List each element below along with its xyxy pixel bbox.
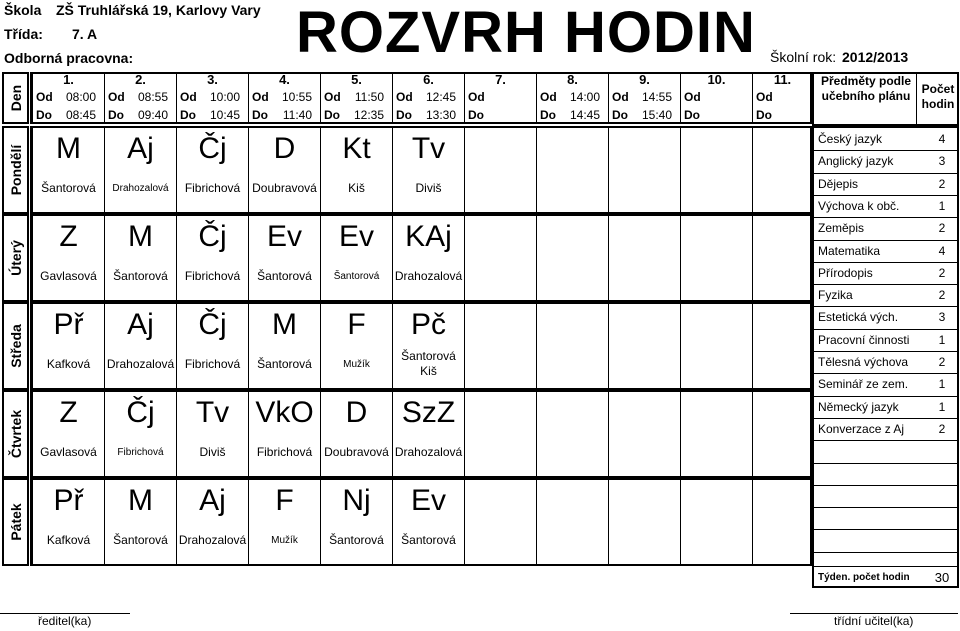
subject-hours: 2	[938, 176, 946, 191]
subject-abbr: VkO	[255, 396, 314, 429]
summary-line	[814, 284, 958, 285]
subject-abbr: Pč	[410, 308, 446, 341]
class-label: Třída:	[4, 26, 43, 42]
start-time: 11:50	[354, 90, 384, 104]
subject-abbr: Ev	[266, 220, 302, 253]
period-header-frame	[30, 72, 812, 124]
subject-abbr: M	[128, 484, 153, 517]
teacher-name: Mužík	[343, 359, 370, 370]
teacher-name: Šantorová	[329, 533, 384, 547]
summary-line	[814, 351, 958, 352]
od-label: Od	[108, 90, 125, 104]
do-label: Do	[180, 108, 196, 122]
day-cell	[2, 390, 29, 478]
teacher-name: Drahozalová	[394, 445, 463, 459]
summary-row	[814, 396, 958, 418]
od-label: Od	[756, 90, 773, 104]
od-label: Od	[684, 90, 701, 104]
do-label: Do	[324, 108, 340, 122]
subject-name: Zeměpis	[818, 221, 865, 236]
subject-name: Německý jazyk	[818, 399, 899, 414]
teacher-name: Drahozalová	[394, 269, 463, 283]
summary-row	[814, 329, 958, 351]
teacher-name: Šantorová	[401, 533, 456, 547]
end-time: 14:45	[569, 108, 600, 122]
od-label: Od	[324, 90, 341, 104]
end-time: 09:40	[137, 108, 168, 122]
day-cell	[2, 126, 29, 214]
do-label: Do	[108, 108, 124, 122]
end-time: 15:40	[641, 108, 672, 122]
start-time: 08:55	[137, 90, 168, 104]
period-number: 8.	[567, 72, 578, 87]
od-label: Od	[180, 90, 197, 104]
summary-line	[814, 463, 958, 464]
summary-line	[814, 485, 958, 486]
teacher-name: Drahozalová	[106, 357, 175, 371]
subject-abbr: Aj	[127, 308, 154, 341]
summary-line	[814, 329, 958, 330]
summary-line	[814, 262, 958, 263]
teacher-name: Fibrichová	[117, 447, 164, 458]
subject-hours: 2	[938, 355, 946, 369]
teacher-label: třídní učitel(ka)	[834, 614, 914, 628]
do-label: Do	[612, 108, 628, 122]
summary-header-frame	[812, 72, 959, 126]
director-label: ředitel(ka)	[38, 614, 92, 628]
count-header: Počet hodin	[921, 82, 955, 111]
summary-row	[814, 418, 958, 440]
period-number: 5.	[351, 72, 362, 87]
subject-hours: 2	[938, 265, 946, 280]
day-name: Úterý	[7, 240, 24, 276]
subject-abbr: Z	[59, 220, 78, 253]
subject-abbr: Ev	[410, 484, 446, 517]
subject-hours: 1	[938, 399, 946, 414]
total-label: Týden. počet hodin	[818, 572, 910, 583]
subject-abbr: Čj	[126, 396, 155, 429]
period-number: 4.	[279, 72, 290, 87]
subject-hours: 3	[938, 154, 946, 169]
summary-line	[814, 418, 958, 419]
od-label: Od	[36, 90, 53, 104]
subject-hours: 2	[938, 221, 946, 236]
summary-line	[814, 529, 958, 530]
day-name: Pátek	[7, 503, 24, 541]
period-number: 7.	[495, 72, 506, 87]
teacher-name: Gavlasová	[40, 445, 97, 459]
subject-abbr: SzZ	[401, 396, 456, 429]
teacher-name: Fibrichová	[256, 445, 313, 459]
summary-line	[814, 195, 958, 196]
day-cell	[2, 302, 29, 390]
start-time: 12:45	[425, 90, 456, 104]
start-time: 14:00	[569, 90, 600, 104]
subject-hours: 2	[938, 421, 946, 436]
start-time: 08:00	[65, 90, 96, 104]
subject-abbr: Př	[53, 484, 84, 517]
summary-line	[814, 373, 958, 374]
total-hours: 30	[934, 570, 950, 585]
day-name: Čtvrtek	[7, 409, 24, 459]
day-row-frame	[30, 126, 812, 214]
day-name: Středa	[7, 324, 24, 368]
do-label: Do	[396, 108, 412, 122]
do-label: Do	[252, 108, 268, 122]
subject-abbr: M	[272, 308, 297, 341]
summary-line	[814, 217, 958, 218]
subject-abbr: Čj	[198, 132, 227, 165]
day-row-frame	[30, 214, 812, 302]
summary-row	[814, 128, 958, 150]
room-label: Odborná pracovna:	[4, 50, 134, 66]
teacher-name: Kafková	[46, 533, 91, 547]
end-time: 12:35	[353, 108, 384, 122]
end-time: 13:30	[425, 108, 456, 122]
subject-hours: 2	[938, 288, 946, 303]
subject-abbr: KAj	[405, 220, 452, 253]
subject-name: Český jazyk	[818, 132, 883, 146]
school-year-label: Školní rok:	[770, 49, 837, 65]
teacher-name: Gavlasová	[40, 269, 97, 283]
teacher-name: Doubravová	[324, 445, 389, 459]
teacher-name: Fibrichová	[184, 357, 241, 371]
subject-hours: 1	[938, 332, 946, 347]
summary-line	[814, 173, 958, 174]
teacher-name: Šantorová	[113, 269, 168, 283]
summary-row	[814, 373, 958, 395]
summary-row	[814, 284, 958, 306]
teacher-name: Diviš	[415, 181, 442, 195]
subject-name: Anglický jazyk	[818, 154, 894, 169]
school-name: ZŠ Truhlářská 19, Karlovy Vary	[56, 2, 261, 18]
summary-row	[814, 195, 958, 217]
period-number: 2.	[135, 72, 146, 87]
day-cell	[2, 214, 29, 302]
od-label: Od	[468, 90, 485, 104]
summary-line	[814, 396, 958, 397]
subject-name: Matematika	[818, 243, 881, 258]
subject-name: Pracovní činnosti	[818, 332, 910, 347]
day-row-frame	[30, 390, 812, 478]
teacher-name: Šantorová	[401, 349, 456, 363]
start-time: 10:55	[281, 90, 312, 104]
subject-name: Přírodopis	[818, 265, 873, 280]
summary-row	[814, 262, 958, 284]
subject-name: Estetická vých.	[818, 310, 899, 325]
summary-row	[814, 173, 958, 195]
summary-row	[814, 217, 958, 239]
summary-row	[814, 150, 958, 172]
period-number: 10.	[707, 72, 726, 87]
subject-abbr: F	[347, 308, 366, 341]
period-number: 6.	[423, 72, 434, 87]
summary-line	[814, 507, 958, 508]
subject-abbr: D	[345, 396, 368, 429]
summary-line	[814, 552, 958, 553]
page-title: ROZVRH HODIN	[296, 0, 756, 65]
start-time: 14:55	[641, 90, 672, 104]
od-label: Od	[252, 90, 269, 104]
do-label: Do	[756, 108, 772, 122]
subject-hours: 1	[938, 377, 946, 392]
subject-name: Konverzace z Aj	[818, 421, 905, 436]
class-name: 7. A	[72, 26, 98, 42]
teacher-name: Fibrichová	[184, 269, 241, 283]
teacher-name: Fibrichová	[184, 181, 241, 195]
school-label: Škola	[4, 2, 42, 18]
subjects-header: Předměty podle učebního plánu	[820, 74, 912, 103]
subject-abbr: Př	[53, 308, 84, 341]
teacher-name: Šantorová	[333, 271, 380, 282]
summary-line	[814, 150, 958, 151]
subject-abbr: Z	[59, 396, 78, 429]
subject-hours: 1	[938, 198, 946, 213]
summary-line	[814, 440, 958, 441]
subject-name: Dějepis	[818, 176, 859, 191]
summary-row	[814, 351, 958, 373]
od-label: Od	[396, 90, 413, 104]
school-year: 2012/2013	[842, 49, 909, 65]
do-label: Do	[540, 108, 556, 122]
subject-abbr: Nj	[342, 484, 371, 517]
day-row-frame	[30, 302, 812, 390]
subject-hours: 4	[938, 132, 946, 146]
teacher-name: Kafková	[46, 357, 91, 371]
teacher-name: Mužík	[271, 535, 298, 546]
subject-name: Výchova k obč.	[818, 198, 900, 213]
teacher-name: Kiš	[420, 364, 437, 378]
subject-name: Seminář ze zem.	[818, 377, 909, 392]
subject-abbr: Aj	[199, 484, 226, 517]
end-time: 11:40	[282, 108, 312, 122]
total-row	[814, 566, 958, 589]
do-label: Do	[468, 108, 484, 122]
period-number: 11.	[773, 72, 792, 87]
day-cell	[2, 478, 29, 566]
subject-abbr: Ev	[338, 220, 374, 253]
subject-abbr: M	[56, 132, 81, 165]
day-header: Den	[7, 84, 24, 112]
teacher-name: Diviš	[199, 445, 226, 459]
subject-hours: 3	[938, 310, 946, 325]
teacher-name: Drahozalová	[178, 533, 247, 547]
do-label: Do	[36, 108, 52, 122]
end-time: 08:45	[65, 108, 96, 122]
summary-line	[814, 306, 958, 307]
summary-row	[814, 240, 958, 262]
subject-name: Tělesná výchova	[818, 355, 909, 369]
teacher-name: Šantorová	[113, 533, 168, 547]
summary-row	[814, 306, 958, 328]
od-label: Od	[540, 90, 557, 104]
subject-abbr: F	[275, 484, 294, 517]
period-number: 1.	[63, 72, 74, 87]
subject-hours: 4	[938, 243, 946, 258]
subject-abbr: Čj	[198, 308, 227, 341]
subject-abbr: Tv	[411, 132, 446, 165]
subject-abbr: M	[128, 220, 153, 253]
day-row-frame	[30, 478, 812, 566]
teacher-name: Doubravová	[252, 181, 317, 195]
subject-abbr: D	[273, 132, 296, 165]
subject-name: Fyzika	[818, 288, 853, 303]
od-label: Od	[612, 90, 629, 104]
teacher-name: Šantorová	[257, 269, 312, 283]
subject-abbr: Čj	[198, 220, 227, 253]
day-name: Pondělí	[7, 144, 24, 196]
do-label: Do	[684, 108, 700, 122]
teacher-name: Šantorová	[257, 357, 312, 371]
summary-divider	[916, 72, 917, 126]
period-number: 3.	[207, 72, 218, 87]
subject-abbr: Kt	[342, 132, 371, 165]
teacher-name: Šantorová	[41, 181, 96, 195]
day-header-cell	[2, 72, 29, 124]
end-time: 10:45	[209, 108, 240, 122]
summary-line	[814, 240, 958, 241]
start-time: 10:00	[209, 90, 240, 104]
period-number: 9.	[639, 72, 650, 87]
subject-abbr: Tv	[195, 396, 230, 429]
teacher-name: Kiš	[348, 181, 365, 195]
subject-abbr: Aj	[127, 132, 154, 165]
teacher-name: Drahozalová	[112, 183, 169, 194]
